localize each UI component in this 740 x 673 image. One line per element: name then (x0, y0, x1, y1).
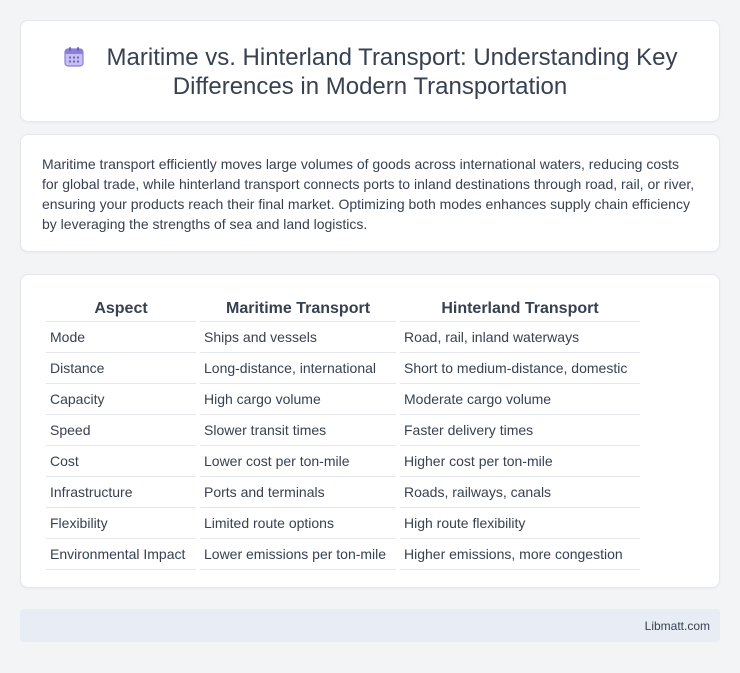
title-block (21, 43, 719, 101)
cell-hinterland: Higher emissions, more congestion (400, 539, 640, 570)
table-row (46, 353, 640, 384)
header-card (20, 20, 720, 122)
cell-aspect: Mode (46, 322, 196, 353)
cell-maritime: Lower emissions per ton-mile (200, 539, 396, 570)
table-row (46, 415, 640, 446)
cell-aspect: Speed (46, 415, 196, 446)
calendar-icon (63, 46, 85, 68)
cell-hinterland: Roads, railways, canals (400, 477, 640, 508)
cell-maritime: Slower transit times (200, 415, 396, 446)
cell-maritime: High cargo volume (200, 384, 396, 415)
table-row (46, 446, 640, 477)
comparison-table (42, 295, 644, 570)
comparison-card (20, 274, 720, 588)
cell-aspect: Environmental Impact (46, 539, 196, 570)
page-title-line-1: Maritime vs. Hinterland Transport: Understanding Key (106, 44, 678, 71)
table-header-row (46, 295, 640, 322)
cell-hinterland: Short to medium-distance, domestic (400, 353, 640, 384)
table-row (46, 539, 640, 570)
cell-aspect: Cost (46, 446, 196, 477)
cell-maritime: Lower cost per ton-mile (200, 446, 396, 477)
cell-aspect: Capacity (46, 384, 196, 415)
footer-site-link[interactable]: Libmatt.com (644, 619, 710, 633)
page-title-line-2: Differences in Modern Transportation (172, 73, 568, 100)
table-row (46, 322, 640, 353)
cell-hinterland: Faster delivery times (400, 415, 640, 446)
header-aspect: Aspect (46, 295, 196, 322)
cell-maritime: Ports and terminals (200, 477, 396, 508)
cell-maritime: Limited route options (200, 508, 396, 539)
table-row (46, 508, 640, 539)
table-row (46, 384, 640, 415)
footer-bar (20, 609, 720, 642)
cell-hinterland: High route flexibility (400, 508, 640, 539)
intro-paragraph: Maritime transport efficiently moves large volumes of goods across international waters, reducing costs for global trade, while hinterland transport connects ports to inland destinations through road, rail, or river, ensuring your products reach their final market. Optimizing both modes enhances supply chain efficiency by leveraging the strengths of sea and land logistics. (42, 156, 695, 232)
cell-hinterland: Higher cost per ton-mile (400, 446, 640, 477)
header-hinterland: Hinterland Transport (400, 295, 640, 322)
cell-aspect: Infrastructure (46, 477, 196, 508)
cell-maritime: Long-distance, international (200, 353, 396, 384)
intro-card (20, 134, 720, 252)
cell-aspect: Flexibility (46, 508, 196, 539)
cell-hinterland: Road, rail, inland waterways (400, 322, 640, 353)
header-maritime: Maritime Transport (200, 295, 396, 322)
cell-hinterland: Moderate cargo volume (400, 384, 640, 415)
cell-maritime: Ships and vessels (200, 322, 396, 353)
cell-aspect: Distance (46, 353, 196, 384)
table-row (46, 477, 640, 508)
